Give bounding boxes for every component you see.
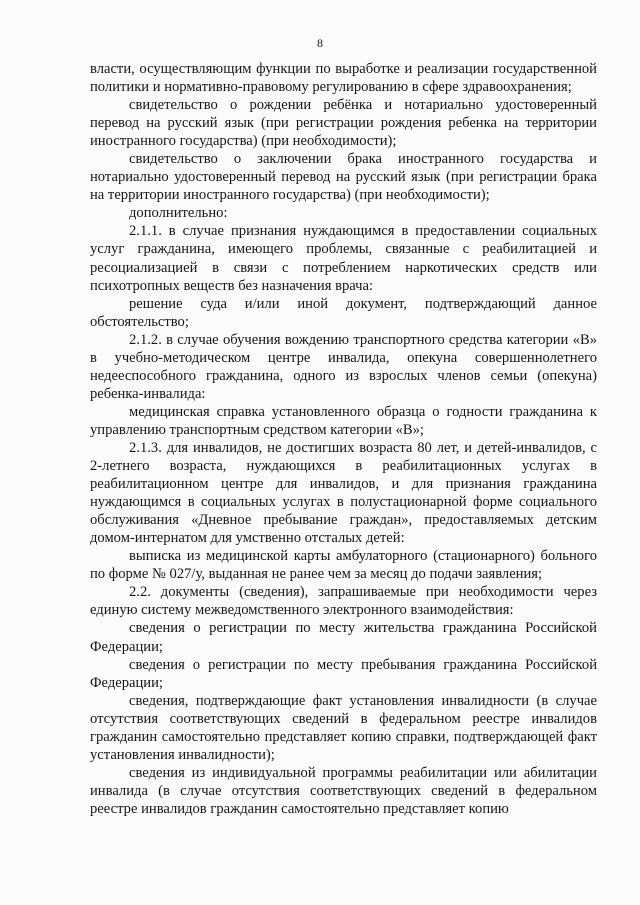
paragraph-1: власти, осуществляющим функции по выработке и реализации государственной политики и нормативно-правовому регулированию в сфере здравоохранения; — [90, 61, 597, 96]
paragraph-4: дополнительно: — [129, 205, 228, 222]
paragraph-15: сведения из индивидуальной программы реабилитации или абилитации инвалида (в случае отсутствия соответствующих сведений в федеральном реестре инвалидов гражданин самостоятельно представляет копию — [90, 764, 597, 817]
paragraph-13: сведения о регистрации по месту пребывания гражданина Российской Федерации; — [90, 656, 597, 691]
paragraph-2: свидетельство о рождении ребёнка и нотариально удостоверенный перевод на русский язык (при регистрации рождения ребенка на территории иностранного государства) (при необходимости); — [90, 97, 597, 150]
paragraph-5: 2.1.1. в случае признания нуждающимся в предоставлении социальных услуг гражданина, имеющего проблемы, связанные с реабилитацией и ресоциализацией в связи с потреблением наркотических средств или психотропных веществ без назначения врача: — [90, 223, 597, 294]
paragraph-14: сведения, подтверждающие факт установления инвалидности (в случае отсутствия соответствующих сведений в федеральном реестре инвалидов гражданин самостоятельно представляет копию справки, подтверждающей факт установления инвалидности); — [90, 692, 597, 763]
paragraph-10: выписка из медицинской карты амбулаторного (стационарного) больного по форме № 027/у, выданная не ранее чем за месяц до подачи заявления; — [90, 548, 597, 583]
page-number: 8 — [317, 36, 323, 50]
paragraph-6: решение суда и/или иной документ, подтверждающий данное обстоятельство; — [90, 295, 597, 330]
paragraph-11: 2.2. документы (сведения), запрашиваемые при необходимости через единую систему межведомственного электронного взаимодействия: — [90, 584, 597, 619]
paragraph-12: сведения о регистрации по месту жительства гражданина Российской Федерации; — [90, 620, 597, 655]
paragraph-9: 2.1.3. для инвалидов, не достигших возраста 80 лет, и детей-инвалидов, с 2-летнего возраста, нуждающихся в реабилитационных услугах в реабилитационном центре для инвалидов, и для признания гражданина нуждающимся в социальных услугах в полустационарной форме социального обслуживания «Дневное пребывание граждан», предоставляемых детским домом-интернатом для умственно отсталых детей: — [90, 439, 597, 547]
paragraph-8: медицинская справка установленного образца о годности гражданина к управлению транспортным средством категории «В»; — [90, 403, 597, 438]
document-body — [90, 60, 597, 818]
paragraph-3: свидетельство о заключении брака иностранного государства и нотариально удостоверенный перевод на русский язык (при регистрации брака на территории иностранного государства) (при необходимости); — [90, 151, 597, 204]
paragraph-7: 2.1.2. в случае обучения вождению транспортного средства категории «В» в учебно-методическом центре инвалида, опекуна совершеннолетнего недееспособного гражданина, одного из взрослых членов семьи (опекуна) ребенка-инвалида: — [90, 331, 597, 402]
